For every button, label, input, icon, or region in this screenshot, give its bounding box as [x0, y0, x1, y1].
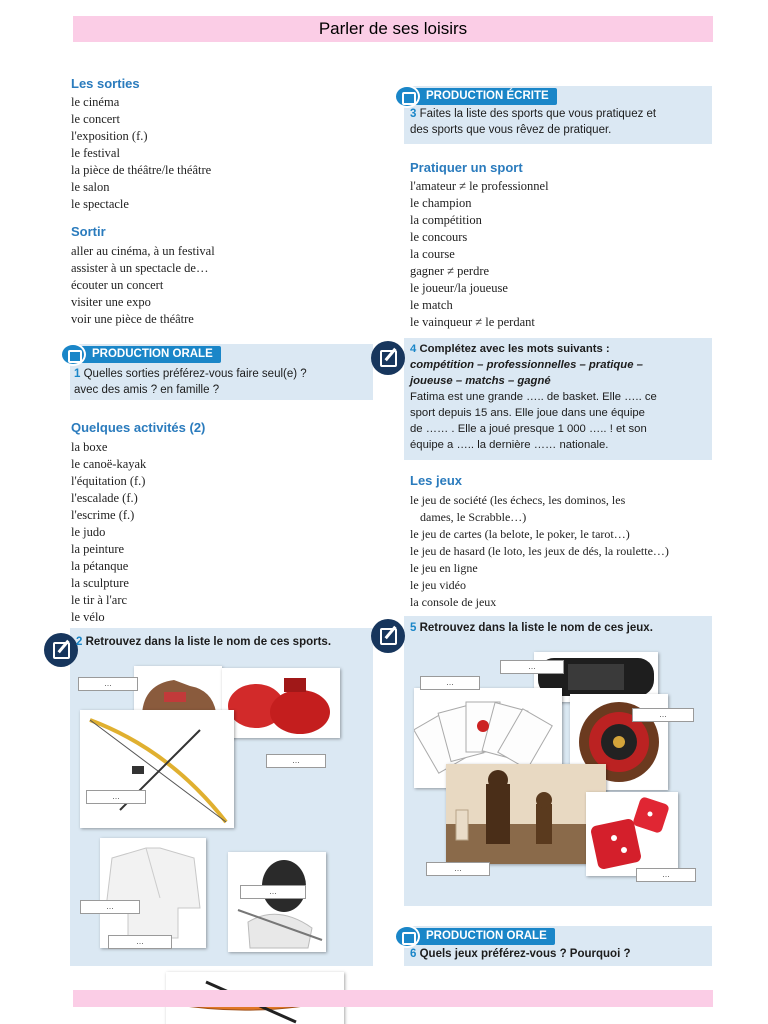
list-item: l'équitation (f.)	[71, 474, 146, 488]
task-1: 1 Quelles sorties préférez-vous faire seul(e) ? avec des amis ? en famille ?	[74, 368, 307, 396]
task-5-panel	[404, 616, 712, 906]
production-orale-1-panel	[70, 344, 373, 400]
answer-box[interactable]: …	[636, 868, 696, 882]
list-jeux	[410, 492, 669, 611]
list-item: le salon	[71, 180, 110, 194]
list-item: la peinture	[71, 542, 125, 556]
list-item: le cinéma	[71, 95, 120, 109]
list-item: la boxe	[71, 440, 108, 454]
list-item: le concours	[410, 230, 468, 244]
production-orale-ribbon: PRODUCTION ORALE	[64, 346, 221, 363]
list-item: le tir à l'arc	[71, 593, 128, 607]
writing-icon	[44, 633, 78, 667]
page-content	[70, 68, 712, 968]
answer-box[interactable]: …	[80, 900, 140, 914]
writing-icon	[371, 341, 405, 375]
task-4: 4 Complétez avec les mots suivants : compétition – professionnelles – pratique – joueuse – matchs – gagné Fatima est une grande ….. de basket. Elle ….. ce sport depuis 15 ans. Elle joue dans une équipe de …… . Elle a joué presque 1 000 ….. ! et son équipe a ….. la dernière …… nationale.	[410, 343, 657, 451]
task-5: 5 Retrouvez dans la liste le nom de ces jeux.	[410, 622, 653, 634]
bow-and-arrow-photo	[80, 710, 234, 828]
judo-kimono-photo	[100, 838, 206, 948]
list-item: la compétition	[410, 213, 482, 227]
fencing-mask-photo	[228, 852, 326, 952]
list-item: le spectacle	[71, 197, 129, 211]
list-item: le vainqueur ≠ le perdant	[410, 315, 535, 329]
list-item: visiter une expo	[71, 295, 151, 309]
list-item: la sculpture	[71, 576, 129, 590]
boxing-gloves-photo	[222, 668, 340, 738]
list-item: le champion	[410, 196, 472, 210]
list-item: aller au cinéma, à un festival	[71, 244, 215, 258]
dice-photo	[586, 792, 678, 876]
list-pratiquer	[410, 178, 549, 331]
list-item: la pétanque	[71, 559, 129, 573]
list-activites	[71, 439, 146, 626]
list-item: l'exposition (f.)	[71, 129, 148, 143]
list-item: voir une pièce de théâtre	[71, 312, 194, 326]
answer-box[interactable]: …	[86, 790, 146, 804]
answer-box[interactable]: …	[266, 754, 326, 768]
list-item: le vélo	[71, 610, 105, 624]
task-3: 3 Faites la liste des sports que vous pratiquez et des sports que vous rêvez de pratiquer.	[410, 108, 657, 136]
answer-box[interactable]: …	[420, 676, 480, 690]
speech-bubble-icon	[60, 343, 86, 366]
production-ecrite-ribbon: PRODUCTION ÉCRITE	[398, 88, 557, 105]
list-item: le canoë-kayak	[71, 457, 147, 471]
list-item: le jeu de société (les échecs, les dominos, les	[410, 493, 626, 507]
task-2: 2 Retrouvez dans la liste le nom de ces sports.	[76, 636, 332, 648]
list-item: le joueur/la joueuse	[410, 281, 508, 295]
answer-box[interactable]: …	[500, 660, 564, 674]
list-item: le match	[410, 298, 453, 312]
answer-box[interactable]: …	[240, 885, 306, 899]
list-item: le concert	[71, 112, 120, 126]
list-item: le jeu en ligne	[410, 561, 478, 575]
production-ecrite-panel	[404, 86, 712, 144]
list-item: la pièce de théâtre/le théâtre	[71, 163, 212, 177]
list-item: le judo	[71, 525, 106, 539]
answer-box[interactable]: …	[632, 708, 694, 722]
list-item: la course	[410, 247, 455, 261]
heading-jeux: Les jeux	[410, 473, 463, 488]
list-item: l'escrime (f.)	[71, 508, 135, 522]
task-2-panel	[70, 628, 373, 966]
writing-icon	[371, 619, 405, 653]
list-sortir	[71, 243, 215, 328]
answer-box[interactable]: …	[426, 862, 490, 876]
answer-box[interactable]: …	[108, 935, 172, 949]
answer-box[interactable]: …	[78, 677, 138, 691]
task-4-panel	[404, 338, 712, 460]
list-item: l'escalade (f.)	[71, 491, 138, 505]
production-orale-6-panel	[404, 926, 712, 966]
list-item: assister à un spectacle de…	[71, 261, 209, 275]
list-item: l'amateur ≠ le professionnel	[410, 179, 549, 193]
list-item: la console de jeux	[410, 595, 497, 609]
speech-bubble-icon	[394, 925, 420, 948]
production-orale-ribbon: PRODUCTION ORALE	[398, 928, 555, 945]
list-sorties	[71, 94, 211, 213]
list-item: le festival	[71, 146, 120, 160]
heading-pratiquer: Pratiquer un sport	[410, 160, 523, 175]
pencil-icon	[394, 85, 420, 108]
chess-photo	[446, 764, 606, 864]
list-item: le jeu de cartes (la belote, le poker, le tarot…)	[410, 527, 630, 541]
list-item: dames, le Scrabble…)	[420, 510, 527, 524]
heading-sortir: Sortir	[71, 224, 106, 239]
list-item: le jeu vidéo	[410, 578, 466, 592]
heading-sorties: Les sorties	[71, 76, 140, 91]
page-title: Parler de ses loisirs	[73, 16, 713, 42]
task-6: 6 Quels jeux préférez-vous ? Pourquoi ?	[410, 948, 631, 960]
page-footer-band	[73, 990, 713, 1007]
list-item: gagner ≠ perdre	[410, 264, 490, 278]
list-item: écouter un concert	[71, 278, 164, 292]
list-item: le jeu de hasard (le loto, les jeux de dés, la roulette…)	[410, 544, 669, 558]
heading-activites: Quelques activités (2)	[71, 420, 206, 435]
